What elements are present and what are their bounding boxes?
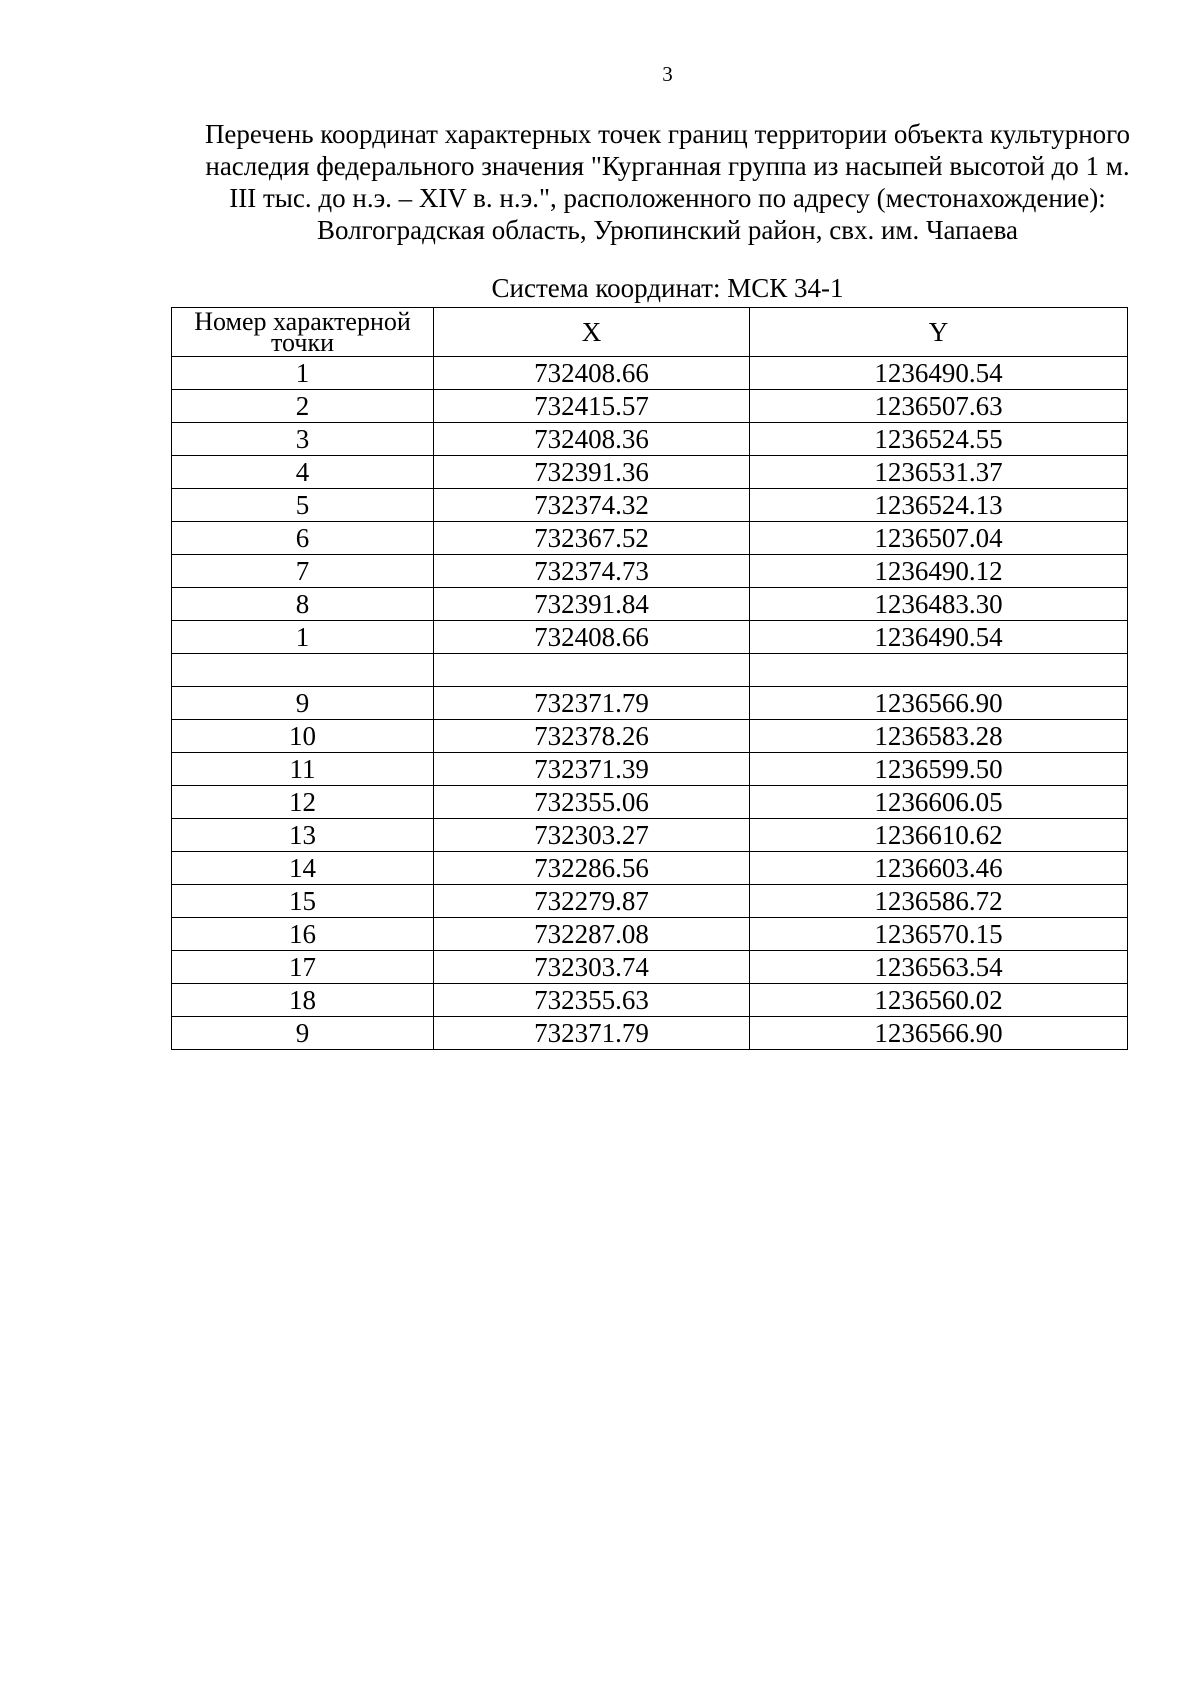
table-row xyxy=(172,456,1128,489)
cell-y: 1236490.54 xyxy=(750,621,1128,654)
table-header-row xyxy=(172,308,1128,357)
cell-x: 732371.39 xyxy=(434,753,750,786)
table-row xyxy=(172,885,1128,918)
cell-point-number: 10 xyxy=(172,720,434,753)
header-point-number: Номер характерной точки xyxy=(172,308,434,357)
cell-y: 1236524.13 xyxy=(750,489,1128,522)
cell-y: 1236610.62 xyxy=(750,819,1128,852)
table-row xyxy=(172,852,1128,885)
cell-point-number: 18 xyxy=(172,984,434,1017)
cell-point-number: 11 xyxy=(172,753,434,786)
cell-x: 732286.56 xyxy=(434,852,750,885)
cell-y: 1236507.04 xyxy=(750,522,1128,555)
table-row xyxy=(172,918,1128,951)
table-row xyxy=(172,423,1128,456)
cell-y: 1236490.54 xyxy=(750,357,1128,390)
table-row xyxy=(172,720,1128,753)
cell-x: 732374.32 xyxy=(434,489,750,522)
cell-y: 1236599.50 xyxy=(750,753,1128,786)
cell-y: 1236586.72 xyxy=(750,885,1128,918)
table-row xyxy=(172,621,1128,654)
cell-x: 732415.57 xyxy=(434,390,750,423)
coordinates-table xyxy=(171,307,1128,1050)
table-row xyxy=(172,654,1128,687)
cell-y: 1236507.63 xyxy=(750,390,1128,423)
table-row xyxy=(172,687,1128,720)
cell-x: 732355.06 xyxy=(434,786,750,819)
header-x: X xyxy=(434,308,750,357)
cell-x: 732408.66 xyxy=(434,357,750,390)
cell-point-number: 1 xyxy=(172,357,434,390)
cell-x xyxy=(434,654,750,687)
cell-x: 732408.66 xyxy=(434,621,750,654)
title-line: III тыс. до н.э. – XIV в. н.э.", расположенного по адресу (местонахождение): xyxy=(229,183,1106,213)
cell-y: 1236606.05 xyxy=(750,786,1128,819)
cell-x: 732279.87 xyxy=(434,885,750,918)
cell-point-number xyxy=(172,654,434,687)
cell-x: 732408.36 xyxy=(434,423,750,456)
title-line: Перечень координат характерных точек границ территории объекта культурного xyxy=(204,119,1131,149)
table-row xyxy=(172,786,1128,819)
coordinate-system-label: Система координат: МСК 34-1 xyxy=(491,273,844,303)
cell-y: 1236483.30 xyxy=(750,588,1128,621)
table-body xyxy=(172,357,1128,1050)
cell-y: 1236524.55 xyxy=(750,423,1128,456)
cell-point-number: 17 xyxy=(172,951,434,984)
cell-point-number: 3 xyxy=(172,423,434,456)
table-row xyxy=(172,588,1128,621)
cell-x: 732355.63 xyxy=(434,984,750,1017)
table-row xyxy=(172,984,1128,1017)
cell-x: 732303.27 xyxy=(434,819,750,852)
cell-x: 732303.74 xyxy=(434,951,750,984)
cell-point-number: 1 xyxy=(172,621,434,654)
table-row xyxy=(172,1017,1128,1050)
cell-point-number: 9 xyxy=(172,687,434,720)
cell-y xyxy=(750,654,1128,687)
table-row xyxy=(172,489,1128,522)
cell-point-number: 9 xyxy=(172,1017,434,1050)
cell-y: 1236560.02 xyxy=(750,984,1128,1017)
cell-point-number: 16 xyxy=(172,918,434,951)
cell-point-number: 15 xyxy=(172,885,434,918)
cell-y: 1236490.12 xyxy=(750,555,1128,588)
cell-point-number: 13 xyxy=(172,819,434,852)
cell-point-number: 4 xyxy=(172,456,434,489)
cell-y: 1236566.90 xyxy=(750,687,1128,720)
title-line: Волгоградская область, Урюпинский район, свх. им. Чапаева xyxy=(317,215,1018,245)
cell-point-number: 2 xyxy=(172,390,434,423)
cell-x: 732287.08 xyxy=(434,918,750,951)
document-title xyxy=(160,118,1175,246)
cell-point-number: 7 xyxy=(172,555,434,588)
cell-x: 732371.79 xyxy=(434,1017,750,1050)
title-line: наследия федерального значения "Курганная группа из насыпей высотой до 1 м. xyxy=(205,151,1130,181)
cell-point-number: 8 xyxy=(172,588,434,621)
table-row xyxy=(172,951,1128,984)
table-row xyxy=(172,390,1128,423)
cell-x: 732367.52 xyxy=(434,522,750,555)
cell-point-number: 5 xyxy=(172,489,434,522)
cell-y: 1236566.90 xyxy=(750,1017,1128,1050)
cell-point-number: 6 xyxy=(172,522,434,555)
cell-x: 732391.36 xyxy=(434,456,750,489)
cell-y: 1236583.28 xyxy=(750,720,1128,753)
cell-point-number: 14 xyxy=(172,852,434,885)
cell-x: 732371.79 xyxy=(434,687,750,720)
table-row xyxy=(172,357,1128,390)
cell-y: 1236570.15 xyxy=(750,918,1128,951)
table-row xyxy=(172,522,1128,555)
cell-point-number: 12 xyxy=(172,786,434,819)
header-y: Y xyxy=(750,308,1128,357)
table-row xyxy=(172,819,1128,852)
cell-y: 1236603.46 xyxy=(750,852,1128,885)
cell-x: 732391.84 xyxy=(434,588,750,621)
cell-x: 732374.73 xyxy=(434,555,750,588)
page-number: 3 xyxy=(662,62,673,86)
table-row xyxy=(172,753,1128,786)
cell-y: 1236563.54 xyxy=(750,951,1128,984)
cell-y: 1236531.37 xyxy=(750,456,1128,489)
cell-x: 732378.26 xyxy=(434,720,750,753)
table-row xyxy=(172,555,1128,588)
